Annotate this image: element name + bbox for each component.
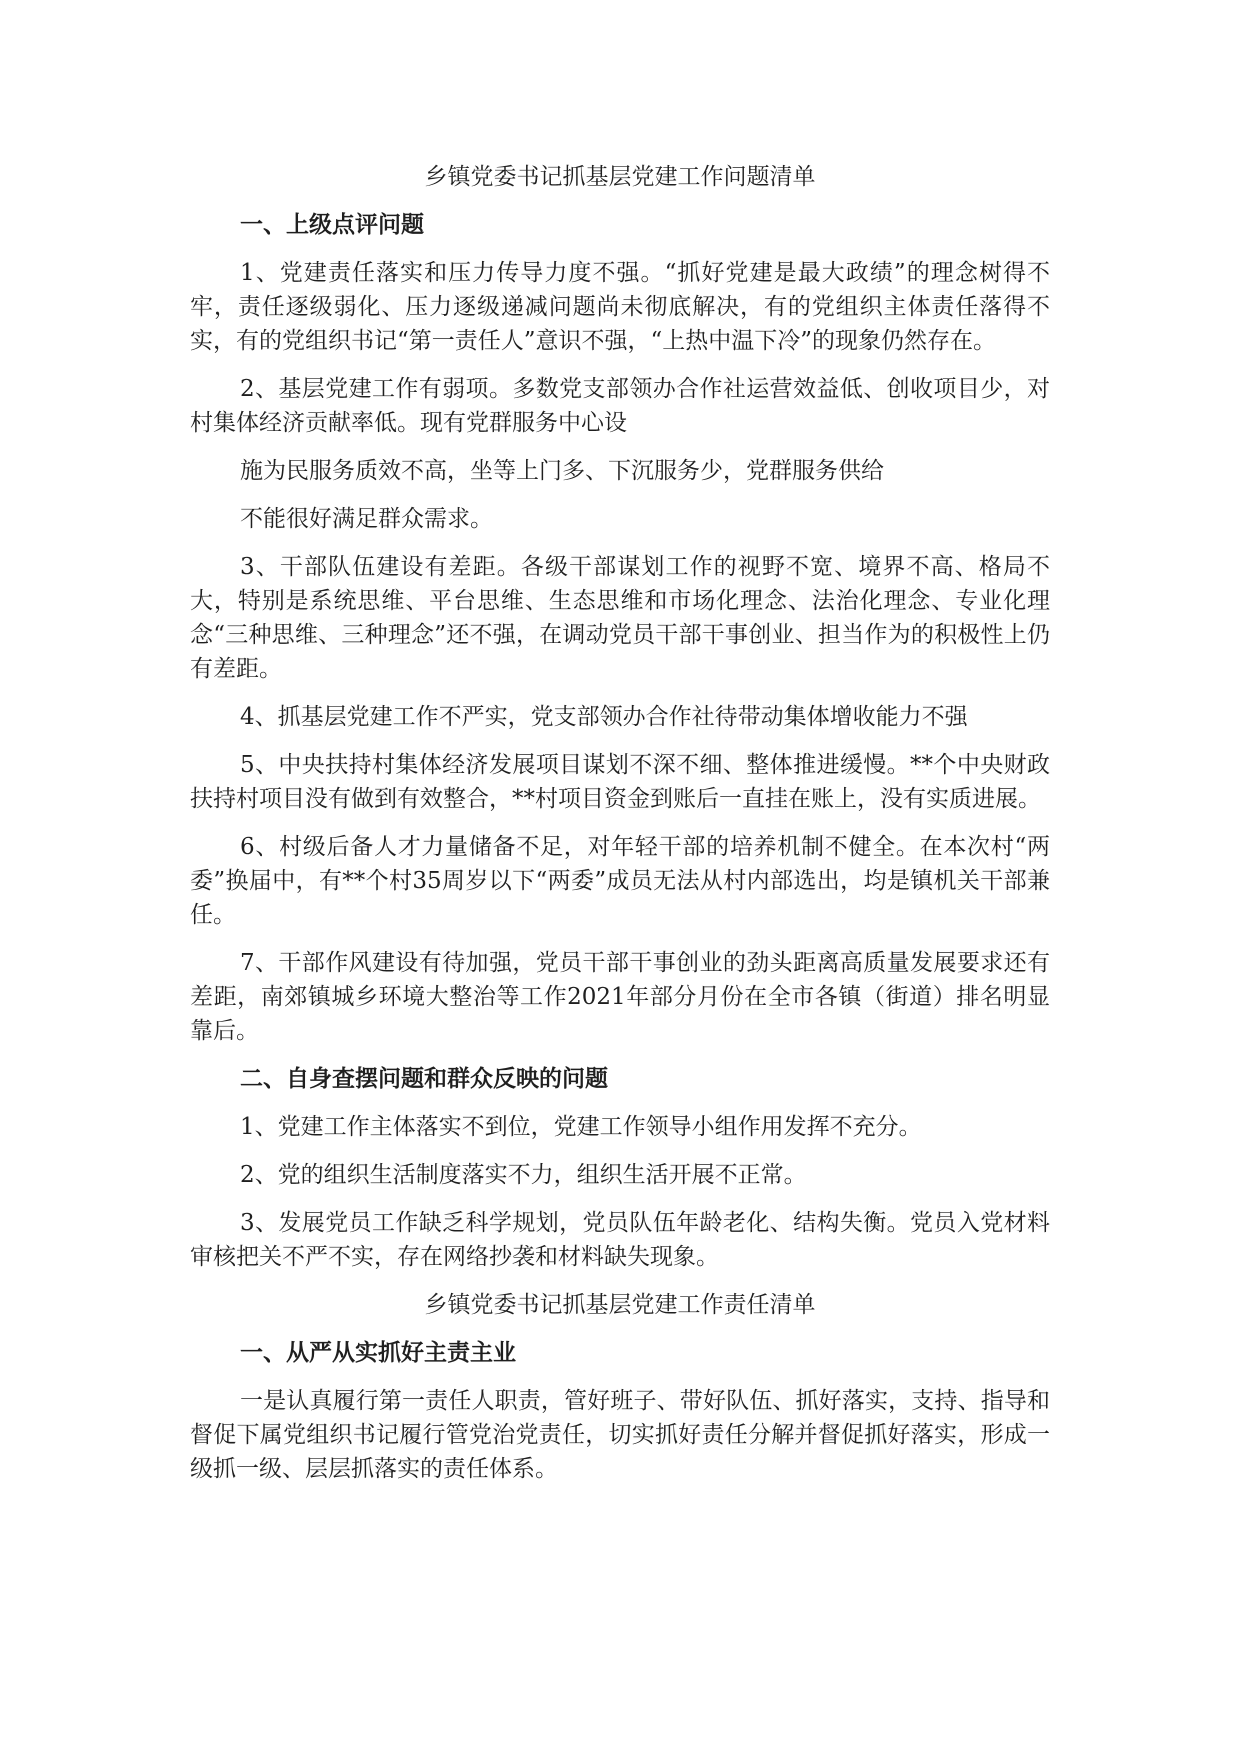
item-2-continued-b: 不能很好满足群众需求。 bbox=[240, 506, 493, 532]
item-7: 7、干部作风建设有待加强，党员干部干事创业的劲头距离高质量发展要求还有差距，南郊镇城乡环境大整治等工作2021年部分月份在全市各镇（街道）排名明显靠后。 bbox=[190, 950, 1050, 1044]
item-6: 6、村级后备人才力量储备不足，对年轻干部的培养机制不健全。在本次村“两委”换届中，有**个村35周岁以下“两委”成员无法从村内部选出，均是镇机关干部兼任。 bbox=[190, 834, 1050, 928]
problem-list-title: 乡镇党委书记抓基层党建工作问题清单 bbox=[424, 164, 816, 190]
self-item-2: 2、党的组织生活制度落实不力，组织生活开展不正常。 bbox=[240, 1162, 807, 1188]
responsibility-list-title: 乡镇党委书记抓基层党建工作责任清单 bbox=[424, 1292, 816, 1318]
item-3: 3、干部队伍建设有差距。各级干部谋划工作的视野不宽、境界不高、格局不大，特别是系统思维、平台思维、生态思维和市场化理念、法治化理念、专业化理念“三种思维、三种理念”还不强，在调动党员干部干事创业、担当作为的积极性上仍有差距。 bbox=[190, 554, 1050, 682]
item-5: 5、中央扶持村集体经济发展项目谋划不深不细、整体推进缓慢。**个中央财政扶持村项目没有做到有效整合，**村项目资金到账后一直挂在账上，没有实质进展。 bbox=[190, 752, 1050, 812]
heading-main-responsibility: 一、从严从实抓好主责主业 bbox=[240, 1339, 516, 1366]
heading-self-check: 二、自身查摆问题和群众反映的问题 bbox=[240, 1065, 608, 1092]
item-1: 1、党建责任落实和压力传导力度不强。“抓好党建是最大政绩”的理念树得不牢，责任逐级弱化、压力逐级递减问题尚未彻底解决，有的党组织主体责任落得不实，有的党组织书记“第一责任人”意识不强，“上热中温下冷”的现象仍然存在。 bbox=[190, 260, 1050, 354]
item-2-continued-a: 施为民服务质效不高，坐等上门多、下沉服务少，党群服务供给 bbox=[240, 458, 884, 484]
document-page bbox=[190, 160, 1050, 1500]
self-item-3: 3、发展党员工作缺乏科学规划，党员队伍年龄老化、结构失衡。党员入党材料审核把关不严不实，存在网络抄袭和材料缺失现象。 bbox=[190, 1210, 1050, 1270]
self-item-1: 1、党建工作主体落实不到位，党建工作领导小组作用发挥不充分。 bbox=[240, 1114, 922, 1140]
item-2: 2、基层党建工作有弱项。多数党支部领办合作社运营效益低、创收项目少，对村集体经济贡献率低。现有党群服务中心设 bbox=[190, 376, 1050, 436]
item-4: 4、抓基层党建工作不严实，党支部领办合作社待带动集体增收能力不强 bbox=[240, 704, 968, 730]
heading-superior-review: 一、上级点评问题 bbox=[240, 211, 424, 238]
responsibility-item-1: 一是认真履行第一责任人职责，管好班子、带好队伍、抓好落实，支持、指导和督促下属党组织书记履行管党治党责任，切实抓好责任分解并督促抓好落实，形成一级抓一级、层层抓落实的责任体系。 bbox=[190, 1388, 1050, 1482]
